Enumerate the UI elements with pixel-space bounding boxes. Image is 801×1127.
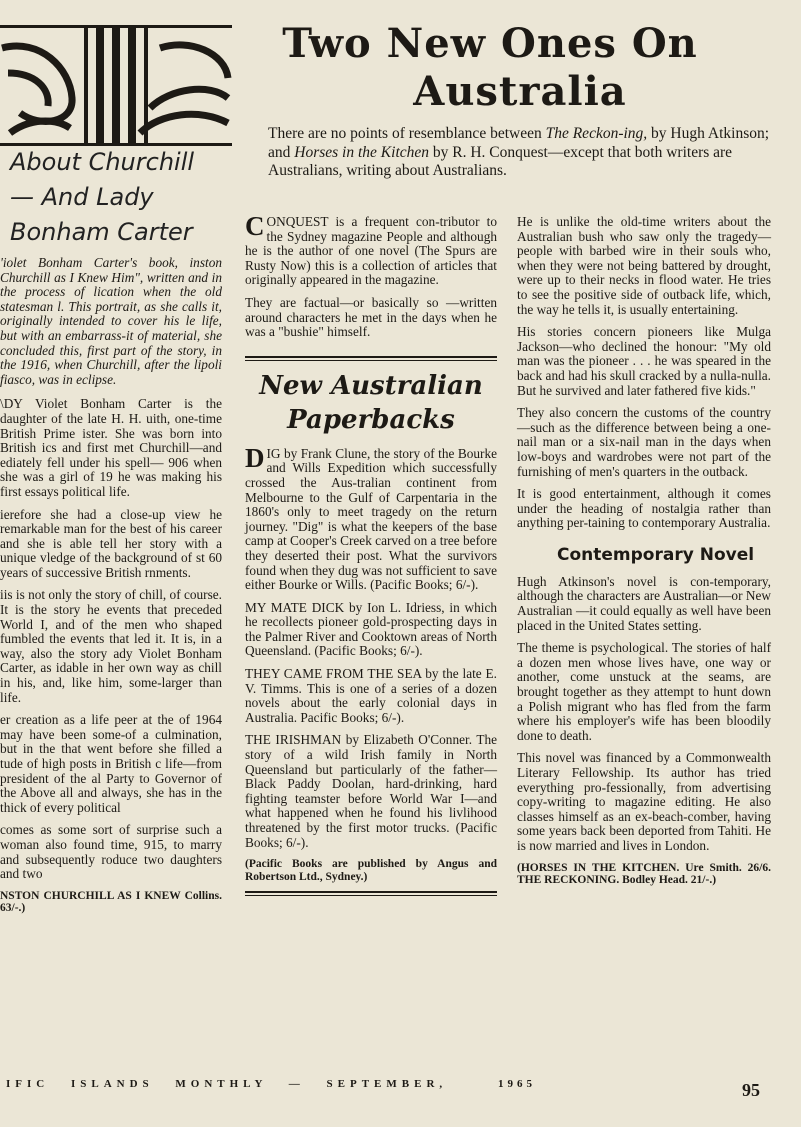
publisher-footnote: (Pacific Books are published by Angus and Robertson Ltd., Sydney.)	[245, 858, 497, 883]
paragraph: It is good entertainment, although it comes under the heading of nostalgia rather than anything per-taining to contemporary Australia.	[517, 486, 771, 531]
paragraph: ierefore she had a close-up view he remarkable man for the best of his career and she is able tell her story with a unique vledge of the background of st 60 years of successive British rnments.	[0, 506, 222, 580]
paragraph: Hugh Atkinson's novel is con-temporary, although the characters are Australian—or New Australian —it could equally as well have been placed in the United States setting.	[517, 573, 771, 633]
title-line-1: Two New Ones On	[282, 20, 698, 67]
intro-text: by R. H. Conquest—except that both writers are Australians, writing about Australians.	[268, 143, 733, 179]
right-column	[517, 215, 771, 895]
paragraph: They also concern the customs of the country—such as the difference between being a one-nail man or a six-nail man in the days when low-boys and wardrobes were not part of the furnishing of men's quarters in the outback.	[517, 405, 771, 479]
divider	[245, 356, 497, 361]
magazine-logo	[0, 25, 232, 146]
paragraph: DIG by Frank Clune, the story of the Bourke and Wills Expedition which successfully crossed the Aus-tralian continent from Melbourne to the Gulf of Carpentaria in the 1860's only to meet tragedy on the return journey. "Dig" is what the keepers of the base camp at Cooper's Creek carved on a tree before they deserted their post. What the survivors found when they dug was not sufficient to save either Bourke or Wills. (Pacific Books; 6/-).	[245, 442, 497, 593]
book-reference: (HORSES IN THE KITCHEN. Ure Smith. 26/6. THE RECKONING. Bodley Head. 21/-.)	[517, 861, 771, 887]
intro-text: There are no points of resemblance between	[268, 125, 546, 142]
paragraph: His stories concern pioneers like Mulga Jackson—who declined the honour: "My old man was the pioneer . . . he was speared in the back and had his skull cracked by a nulla-nulla. But he survived and later fathered five kids."	[517, 324, 771, 398]
paragraph: This novel was financed by a Commonwealth Literary Fellowship. Its author has tried everything pro-fessionally, from advertising copy-writing to magazine editing. He also classes himself as an ex-beach-comber, having some years back been deported from Tahiti. He is now married and lives in London.	[517, 750, 771, 853]
paragraph: He is unlike the old-time writers about the Australian bush who saw only the tragedy—people with barbed wire in their souls who, when they were not being battered by drought, were up to their necks in flood water. He tries to see the positive side of outback life, which, the way he tells it, is usually entertaining.	[517, 214, 771, 317]
churchill-heading: About Churchill — And Lady Bonham Carter	[10, 148, 195, 246]
paragraph: comes as some sort of surprise such a woman also found time, 915, to marry and subsequently roduce two daughters and two	[0, 822, 222, 882]
footer-year: 1965	[498, 1078, 536, 1090]
intro-text: by Hugh Atkinson; and	[268, 125, 770, 161]
paragraph: iis is not only the story of chill, of course. It is the story he events that preceded World I, and of the men who shaped fumbled the events that led it. It is, in a way, also the story ady Violet Bonham Carter, as idable in her own way as chill in his, and, like him, some-larger than life.	[0, 587, 222, 705]
paragraph: The theme is psychological. The stories of half a dozen men whose lives have, one way or another, come unstuck at the seams, are brought together as they attempt to hunt down a Polish migrant who has fled from the farm where his employer's wife has been bloodily done to death.	[517, 640, 771, 743]
paragraph: CONQUEST is a frequent con-tributor to the Sydney magazine People and although he is the author of one novel (The Spurs are Rusty Now) this is a collection of articles that originally appeared in the magazine.	[245, 211, 497, 288]
paragraph: MY MATE DICK by Ion L. Idriess, in which he recollects pioneer gold-prospecting days in the Palmer River and Cooktown areas of North Queensland. (Pacific Books; 6/-).	[245, 599, 497, 659]
title-line-2: Australia	[413, 68, 627, 115]
left-column	[0, 145, 222, 1045]
book-reference: NSTON CHURCHILL AS I KNEW Collins. 63/-.)	[0, 889, 222, 915]
paragraph: er creation as a life peer at the of 1964 may have been some-of a culmination, but in the that went before she filled a tude of high posts in British c life—from president of the al Party to Governor of the Above all and always, she has in the thick of every political	[0, 712, 222, 815]
running-footer: IFIC ISLANDS MONTHLY — SEPTEMBER,	[6, 1078, 448, 1090]
page-number: 95	[742, 1080, 760, 1100]
paragraph: They are factual—or basically so —written around characters he met in the days when he was a "bushie" himself.	[245, 294, 497, 340]
paragraph: THEY CAME FROM THE SEA by the late E. V. Timms. This is one of a series of a dozen novels about the early colonial days in Australia. Pacific Books; 6/-).	[245, 666, 497, 725]
subheading-line-2: Paperbacks	[287, 404, 455, 435]
contemporary-subheading: Contemporary Novel	[557, 544, 755, 565]
paperbacks-subheading	[245, 369, 497, 437]
article-intro	[268, 125, 778, 181]
intro-book-title: Horses in the Kitchen	[294, 143, 430, 161]
subheading-line-1: New Australian	[259, 370, 483, 401]
intro-book-title: The Reckon-ing,	[545, 125, 648, 142]
paragraph: \DY Violet Bonham Carter is the daughter of the late H. H. uith, one-time British Prime ister. She was born into British ics and first met Churchill—and ediately fell under his spell— 906 when she was a girl of 19 he was making his first essays political life.	[0, 396, 222, 499]
divider	[245, 891, 497, 896]
churchill-lead: 'iolet Bonham Carter's book, inston Churchill as I Knew Him", written and in the process of lication when the old statesman l. This portrait, as she calls it, originally intended to cover his le life, but with an embarrass-it of material, she concluded this, first part of the story, in the 1916, when Churchill, after the lipoli fiasco, was in eclipse.	[0, 255, 222, 387]
paragraph: THE IRISHMAN by Elizabeth O'Conner. The story of a wild Irish family in North Queensland but particularly of the father—Black Paddy Doolan, hard-drinking, hard fighting teamster before World War I—and what happened when he found his livlihood threatened by the first motor trucks. (Pacific Books; 6/-).	[245, 732, 497, 850]
middle-column	[245, 211, 497, 896]
article-title	[250, 20, 730, 116]
